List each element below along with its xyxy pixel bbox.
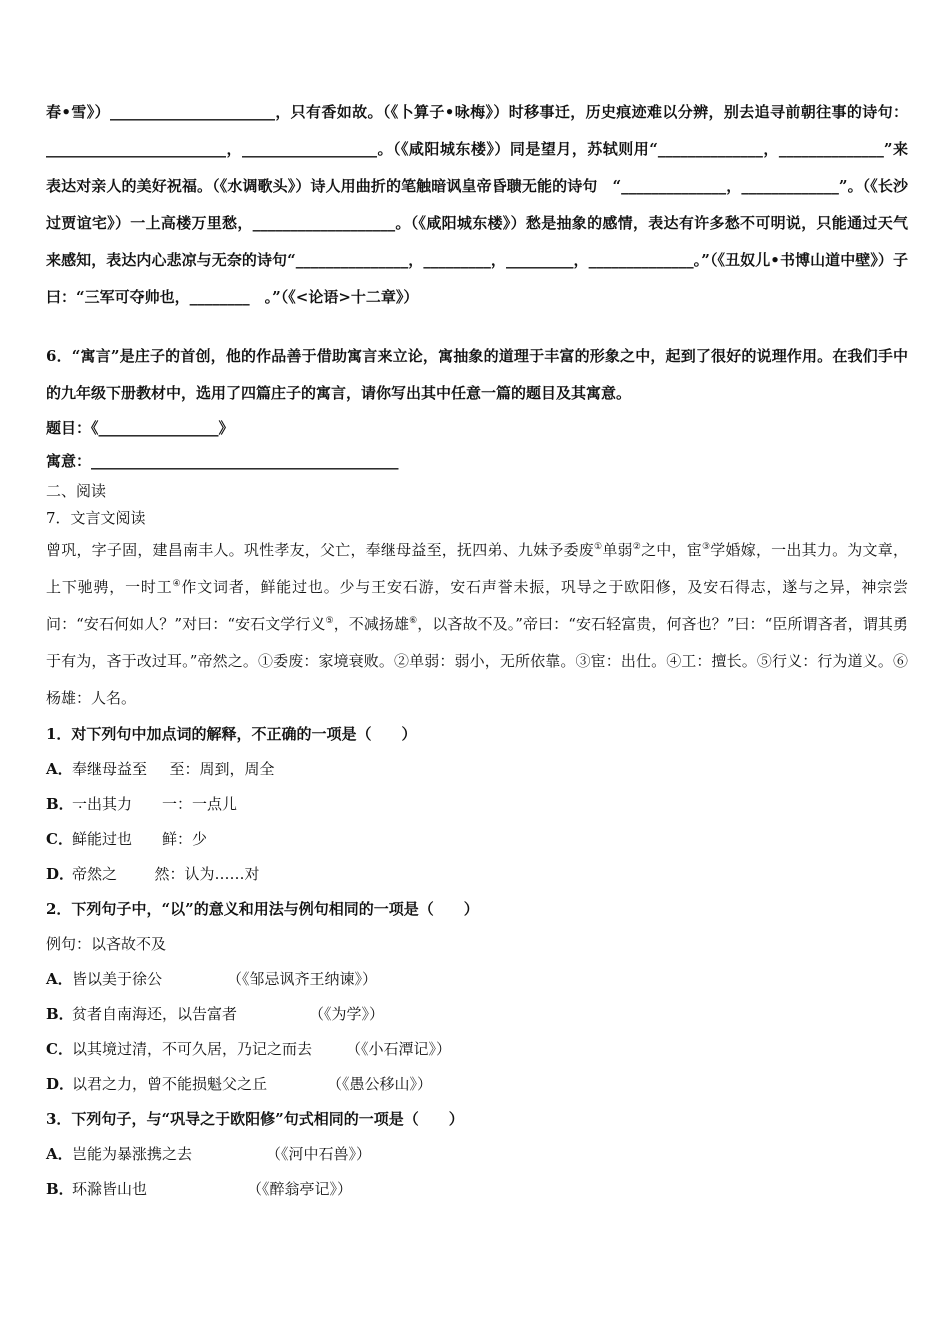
question-6 [46,338,908,412]
q1-option-a: A．奉继母益至 . 至：周到，周全 [46,752,908,787]
note-5: ⑤ [325,616,334,626]
question-3-stem: 3．下列句子，与“巩导之于欧阳修”句式相同的一项是（ ） [46,1110,464,1128]
q2-example: 例句：以 .吝故不及 [46,927,908,962]
document-page [46,94,908,1207]
poem-fill-paragraph [46,94,908,316]
question-2-stem: 2．下列句子中，“以”的意义和用法与例句相同的一项是（ ） [46,900,479,918]
note-2: ② [632,542,642,552]
spacer [46,316,908,338]
q1-option-d: D．帝然 .之 然：认为……对 [46,857,908,892]
note-1: ① [594,542,603,552]
q2-option-b: B．贫者自南海还，以 .告富者 （《为学》） [46,997,908,1032]
q3-option-b: B．环滁皆山也 （《醉翁亭记》） [46,1180,353,1198]
q2-option-a: A．皆以 .美于徐公 （《邹忌讽齐王纳谏》） [46,962,908,997]
q1-option-c: C．鲜 .能过也 鲜：少 [46,822,908,857]
q1-option-b: B．一 .出其力 一：一点儿 [46,787,908,822]
question-1-stem: 1．对下列句中加点词的解释，不正确的一项是（ ） [46,725,417,743]
q3-option-a: A．岂能为暴涨携之去 （《河中石兽》） [46,1145,372,1163]
q2-option-c: C．以 .其境过清，不可久居，乃记之而去 （《小石潭记》） [46,1032,908,1067]
note-6: ⑥ [409,616,418,626]
question-6-text: 6．“寓言”是庄子的首创，他的作品善于借助寓言来立论，寓抽象的道理于丰富的形象之中，起到了很好的说理作用。在我们手中的九年级下册教材中，选用了四篇庄子的寓言，请你写出其中任意一篇的题目及其寓意。 [46,347,908,402]
note-4: ④ [172,579,182,589]
subsection-heading: 7．文言文阅读 [46,509,146,527]
poem-fill-text: 春•雪》）______________________，只有香如故。（《卜算子•咏梅》）时移事迁，历史痕迹难以分辨，别去追寻前朝往事的诗句：________________________，__________________。（《咸阳城东楼》）同是望月，苏轼则用“______________，______________”来表达对亲人的美好祝福。（《水调歌头》）诗人用曲折的笔触暗讽皇帝昏聩无能的诗句 “______________，_____________”。（《长沙过贾谊宅》）一上高楼万里愁，___________________。（《咸阳城东楼》）愁是抽象的感情，表达有许多愁不可明说，只能通过天气来感知，表达内心悲凉与无奈的诗句“_______________，_________，_________，______________。”（《丑奴儿•书博山道中壁》）子曰：“三军可夺帅也，________ 。”（《<论语>十二章》） [46,103,908,306]
question-6-meaning-line: 寓意：_________________________________________ [46,452,399,470]
question-6-title-line: 题目：《________________》 [46,419,234,437]
q2-option-d: D．以 .君之力，曾不能损魁父之丘 （《愚公移山》） [46,1067,908,1102]
note-3: ③ [701,542,711,552]
classical-passage: 曾巩，字子固，建昌南丰人。巩性孝友，父亡，奉继母益至，抚四弟、九妹予委废①单弱②之中，宦③学婚嫁，一出其力。为文章，上下驰骋，一时工④作文词者，鲜能过也。少与王安石游，安石声誉未振，巩导之于欧阳修，及安石得志，遂与之异，神宗尝问：“安石何如人？”对曰：“安石文学行义⑤，不减扬雄⑥，以吝故不及。”帝曰：“安石轻富贵，何吝也？”曰：“臣所谓吝者，谓其勇于有为，吝于改过耳。”帝然之。①委废：家境衰败。②单弱：弱小，无所依靠。③宦：出仕。④工：擅长。⑤行义：行为道义。⑥杨雄：人名。 [46,541,908,707]
section-heading: 二、阅读 [46,482,107,500]
